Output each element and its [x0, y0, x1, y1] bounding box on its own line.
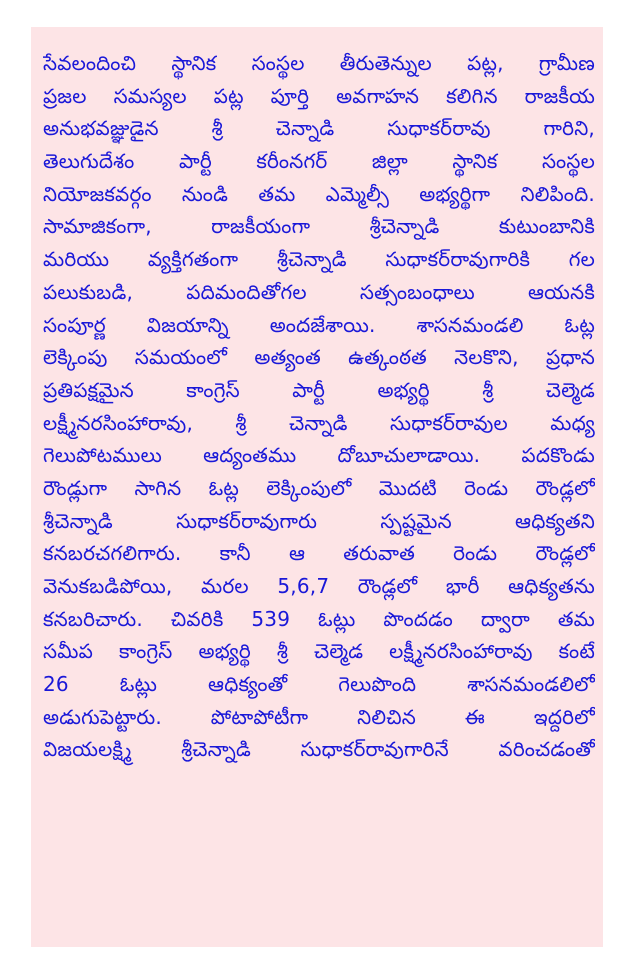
text-line-7: మరియు వ్యక్తిగతంగా శ్రీచెన్నాడి సుధాకర్‌రావుగారికి గల	[43, 247, 595, 272]
text-line-11: ప్రతిపక్షమైన కాంగ్రెస్ పార్టీ అభ్యర్థి శ్రీ చెల్మెడ	[43, 377, 595, 402]
text-line-6: సామాజికంగా, రాజకీయంగా శ్రీచెన్నాడి కుటుంబానికి	[43, 214, 595, 239]
text-line-9: సంపూర్ణ విజయాన్ని అందజేశాయి. శాసనమండలి ఓట్ల	[43, 312, 595, 337]
text-line-3: అనుభవజ్ఞుడైన శ్రీ చెన్నాడి సుధాకర్‌రావు గారిని,	[43, 116, 595, 141]
text-line-20: 26 ఓట్లు ఆధిక్యంతో గెలుపొంది శాసనమండలిలో	[43, 672, 595, 697]
text-line-18: కనబరిచారు. చివరికి 539 ఓట్లు పొందడం ద్వారా తమ	[43, 606, 595, 631]
text-line-1: సేవలందించి స్థానిక సంస్థల తీరుతెన్నుల పట్ల, గ్రామీణ	[43, 51, 595, 75]
text-line-13: గెలుపోటములు ఆద్యంతము దోబూచులాడాయి. పదకొండు	[43, 443, 595, 468]
text-line-14: రౌండ్లుగా సాగిన ఓట్ల లెక్కింపులో మొదటి రెండు రౌండ్లలో	[43, 475, 595, 500]
text-line-15: శ్రీచెన్నాడి సుధాకర్‌రావుగారు స్పష్టమైన ఆధిక్యతని	[43, 508, 595, 533]
text-line-19: సమీప కాంగ్రెస్ అభ్యర్థి శ్రీ చెల్మెడ లక్ష్మీనరసింహారావు కంటే	[43, 639, 595, 664]
text-line-2: ప్రజల సమస్యల పట్ల పూర్తి అవగాహన కలిగిన రాజకీయ	[43, 83, 595, 108]
text-line-8: పలుకుబడి, పదిమందితోగల సత్సంబంధాలు ఆయనకి	[43, 279, 595, 304]
text-line-12: లక్ష్మీనరసింహారావు, శ్రీ చెన్నాడి సుధాకర్‌రావుల మధ్య	[43, 410, 595, 435]
text-line-16: కనబరచగలిగారు. కానీ ఆ తరువాత రెండు రౌండ్లలో	[43, 541, 595, 566]
text-line-17: వెనుకబడిపోయి, మరల 5,6,7 రౌండ్లలో భారీ ఆధిక్యతను	[43, 574, 595, 598]
text-line-4: తెలుగుదేశం పార్టీ కరీంనగర్ జిల్లా స్థానిక సంస్థల	[43, 149, 595, 174]
text-line-21: అడుగుపెట్టారు. పోటాపోటీగా నిలిచిన ఈ ఇద్దరిలో	[43, 704, 595, 729]
text-line-10: లెక్కింపు సమయంలో అత్యంత ఉత్కంఠత నెలకొని, ప్రధాన	[43, 345, 595, 370]
text-line-22: విజయలక్ష్మి శ్రీచెన్నాడి సుధాకర్‌రావుగారినే వరించడంతో	[43, 737, 595, 762]
document-page	[31, 27, 603, 947]
text-line-5: నియోజకవర్గం నుండి తమ ఎమ్మెల్సీ అభ్యర్థిగా నిలిపింది.	[43, 181, 595, 206]
